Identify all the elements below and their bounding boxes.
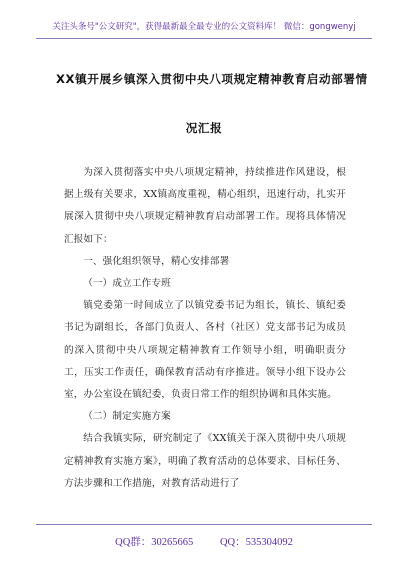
footer-qq: QQ：535304092 [219, 537, 293, 548]
footer-divider [36, 524, 372, 525]
section-heading-1: 一、强化组织领导，精心安排部署 [83, 255, 230, 267]
footer-qq-group: QQ群：30265665 [115, 537, 194, 548]
document-body [64, 162, 346, 495]
header-divider [36, 38, 372, 39]
subsection-heading-1: （一）成立工作专班 [83, 278, 171, 290]
subsection-heading-2: （二）制定实施方案 [83, 411, 171, 423]
intro-paragraph: 为深入贯彻落实中央八项规定精神，持续推进作风建设，根据上级有关要求，XX镇高度重视，精心组织，迅速行动，扎实开展深入贯彻中央八项规定精神教育启动部署工作。现将具体情况汇报如下： [64, 167, 346, 245]
body-paragraph-2: 结合我镇实际，研究制定了《XX镇关于深入贯彻中央八项规定精神教育实施方案》，明确了教育活动的总体要求、目标任务、方法步骤和工作措施，对教育活动进行了 [64, 433, 346, 489]
document-title-line-1: XX镇开展乡镇深入贯彻中央八项规定精神教育启动部署情 [56, 72, 368, 86]
body-paragraph-1: 镇党委第一时间成立了以镇党委书记为组长，镇长、镇纪委书记为副组长，各部门负责人、各村（社区）党支部书记为成员的深入贯彻中央八项规定精神教育工作领导小组，明确职责分工，压实工作责任，确保教育活动有序推进。领导小组下设办公室，办公室设在镇纪委，负责日常工作的组织协调和具体实施。 [64, 300, 346, 401]
document-title-line-2: 况汇报 [185, 121, 223, 135]
footer-contact [0, 534, 408, 549]
header-promo-text: 关注头条号"公文研究"，获得最新最全最专业的公文资料库！ 微信：gongwenyj [52, 22, 356, 32]
